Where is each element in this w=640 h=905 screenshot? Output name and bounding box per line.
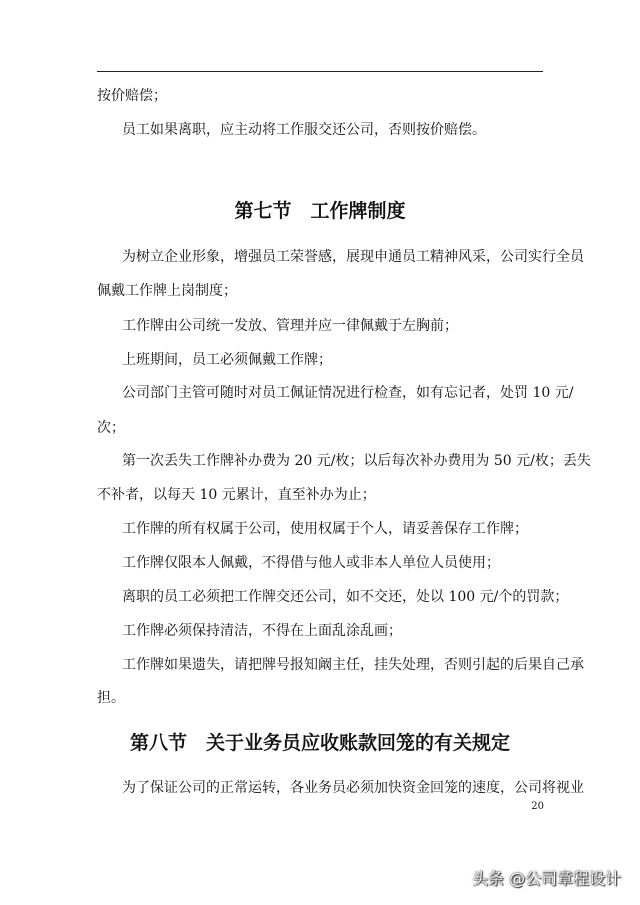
paragraph-line: 为了保证公司的正常运转，各业务员必须加快资金回笼的速度，公司将视业 (122, 780, 584, 796)
paragraph-line: 次； (97, 420, 125, 436)
section-heading-7: 第七节 工作牌制度 (234, 200, 406, 222)
header-rule (97, 71, 543, 72)
watermark: 头条 @公司章程设计 (472, 869, 622, 888)
paragraph-line: 员工如果离职，应主动将工作服交还公司，否则按价赔偿。 (122, 122, 486, 138)
paragraph-line: 上班期间，员工必须佩戴工作牌； (122, 352, 332, 368)
paragraph-line: 为树立企业形象，增强员工荣誉感，展现申通员工精神风采，公司实行全员 (122, 249, 584, 265)
paragraph-line: 工作牌必须保持清洁，不得在上面乱涂乱画； (122, 623, 402, 639)
paragraph-line: 工作牌如果遗失，请把牌号报知阚主任，挂失处理，否则引起的后果自己承 (122, 657, 584, 673)
paragraph-line: 工作牌由公司统一发放、管理并应一律佩戴于左胸前； (122, 318, 458, 334)
page-number: 20 (531, 801, 544, 812)
paragraph-line: 离职的员工必须把工作牌交还公司，如不交还，处以 100 元/个的罚款； (122, 589, 569, 605)
section-heading-8: 第八节 关于业务员应收账款回笼的有关规定 (129, 732, 510, 754)
paragraph-line: 不补者，以每天 10 元累计，直至补办为止； (97, 487, 376, 503)
paragraph-line: 工作牌仅限本人佩戴，不得借与他人或非本人单位人员使用； (122, 555, 500, 571)
paragraph-line: 工作牌的所有权属于公司，使用权属于个人，请妥善保存工作牌； (122, 521, 528, 537)
paragraph-line: 担。 (97, 690, 125, 706)
paragraph-line: 第一次丢失工作牌补办费为 20 元/枚；以后每次补办费用为 50 元/枚；丢失 (122, 453, 591, 469)
paragraph-line: 按价赔偿； (97, 88, 167, 104)
paragraph-line: 佩戴工作牌上岗制度； (97, 283, 237, 299)
paragraph-line: 公司部门主管可随时对员工佩证情况进行检查，如有忘记者，处罚 10 元/ (122, 385, 574, 401)
